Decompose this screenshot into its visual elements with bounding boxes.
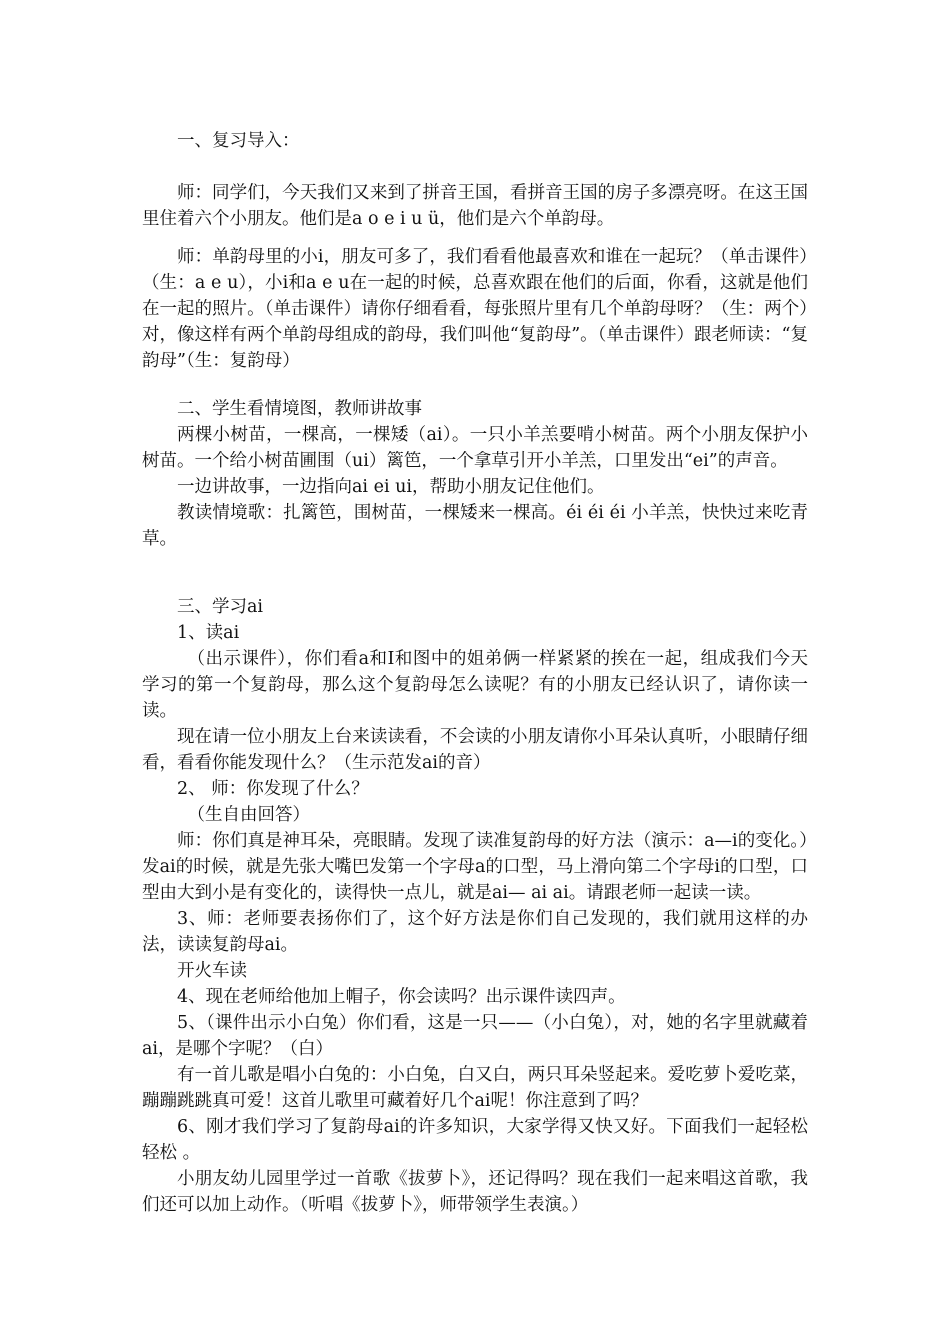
paragraph-text: 一边讲故事，一边指向ai ei ui，帮助小朋友记住他们。 (177, 477, 605, 497)
section-heading: 三、学习ai (177, 597, 264, 617)
paragraph-text: 教读情境歌：扎篱笆，围树苗，一棵矮来一棵高。éi éi éi 小羊羔，快快过来吃青草。 (142, 503, 808, 549)
paragraph-text: 开火车读 (177, 961, 247, 981)
paragraph-text: 小朋友幼儿园里学过一首歌《拔萝卜》，还记得吗？现在我们一起来唱这首歌，我们还可以加上动作。（听唱《拔萝卜》，师带领学生表演。） (142, 1169, 808, 1215)
paragraph-text: 有一首儿歌是唱小白兔的：小白兔，白又白，两只耳朵竖起来。爱吃萝卜爱吃菜，蹦蹦跳跳真可爱！这首儿歌里可藏着好几个ai呢！你注意到了吗？ (142, 1065, 808, 1111)
section-heading: 二、学生看情境图，教师讲故事 (177, 399, 422, 419)
section-learn-ai (142, 594, 808, 1218)
section-story (142, 396, 808, 552)
paragraph-text: 师：单韵母里的小i，朋友可多了，我们看看他最喜欢和谁在一起玩？（单击课件）（生：a e u），小i和a e u在一起的时候，总喜欢跟在他们的后面，你看，这就是他们在一起的照片。（单击课件）请你仔细看看，每张照片里有几个单韵母呀？（生：两个）对，像这样有两个单韵母组成的韵母，我们叫他“复韵母”。（单击课件）跟老师读：“复韵母”（生：复韵母） (142, 247, 808, 371)
paragraph-text: 3、师：老师要表扬你们了，这个好方法是你们自己发现的，我们就用这样的办法，读读复韵母ai。 (142, 909, 808, 955)
section-review (142, 128, 808, 154)
paragraph-text: 4、现在老师给他加上帽子，你会读吗？出示课件读四声。 (177, 987, 626, 1007)
paragraph-text: 师：同学们，今天我们又来到了拼音王国，看拼音王国的房子多漂亮呀。在这王国里住着六个小朋友。他们是a o e i u ü，他们是六个单韵母。 (142, 183, 808, 229)
paragraph (142, 180, 808, 232)
section-heading: 一、复习导入： (177, 131, 300, 151)
paragraph-text: 两棵小树苗，一棵高，一棵矮（ai）。一只小羊羔要啃小树苗。两个小朋友保护小树苗。一个给小树苗圃围（ui）篱笆，一个拿草引开小羊羔，口里发出“ei”的声音。 (142, 425, 808, 471)
paragraph-text: 2、 师：你发现了什么？ (177, 779, 369, 799)
paragraph-text: （出示课件），你们看a和I和图中的姐弟俩一样紧紧的挨在一起，组成我们今天学习的第一个复韵母，那么这个复韵母怎么读呢？有的小朋友已经认识了，请你读一读。 (142, 649, 808, 721)
paragraph-text: 现在请一位小朋友上台来读读看，不会读的小朋友请你小耳朵认真听，小眼睛仔细看，看看你能发现什么？（生示范发ai的音） (142, 727, 808, 773)
paragraph-text: （生自由回答） (187, 805, 310, 825)
paragraph-text: 5、（课件出示小白兔）你们看，这是一只——（小白兔），对，她的名字里就藏着ai，是哪个字呢？（白） (142, 1013, 808, 1059)
paragraph-text: 6、刚才我们学习了复韵母ai的许多知识，大家学得又快又好。下面我们一起轻松轻松 。 (142, 1117, 808, 1163)
paragraph (142, 244, 808, 374)
paragraph-text: 师：你们真是神耳朵，亮眼睛。发现了读准复韵母的好方法（演示：a—i的变化。）发ai的时候，就是先张大嘴巴发第一个字母a的口型，马上滑向第二个字母i的口型，口型由大到小是有变化的，读得快一点儿，就是ai— ai ai。请跟老师一起读一读。 (142, 831, 808, 903)
paragraph-text: 1、读ai (177, 623, 240, 643)
